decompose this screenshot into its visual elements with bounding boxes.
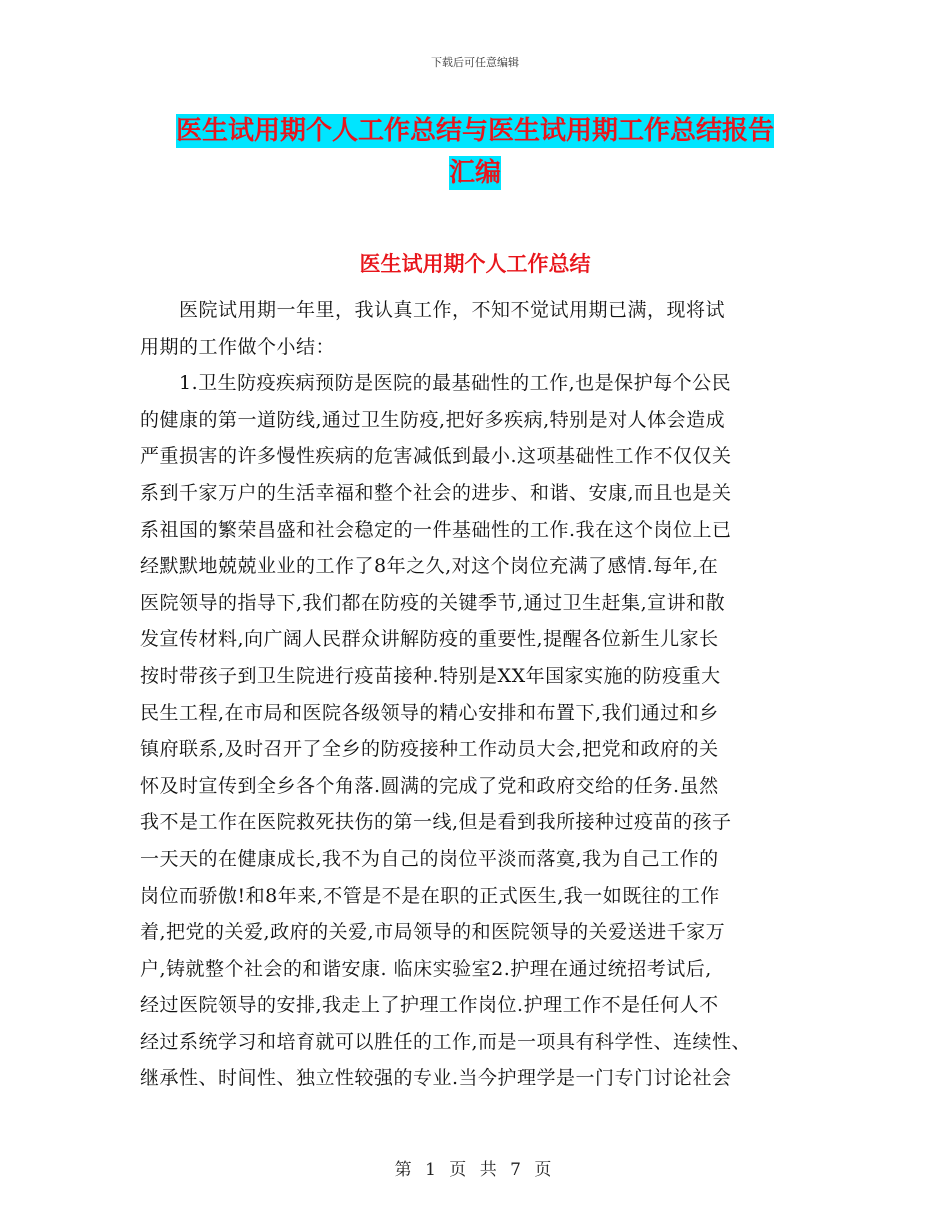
body-line: 医院试用期一年里，我认真工作，不知不觉试用期已满，现将试 bbox=[140, 299, 726, 321]
body-line: 怀及时宣传到全乡各个角落.圆满的完成了党和政府交给的任务.虽然 bbox=[140, 774, 719, 797]
body-line: 经默默地兢兢业业的工作了8年之久,对这个岗位充满了感情.每年,在 bbox=[140, 555, 719, 578]
body-line: 户,铸就整个社会的和谐安康. 临床实验室2.护理在通过统招考试后, bbox=[140, 957, 712, 980]
body-line: 发宣传材料,向广阔人民群众讲解防疫的重要性,提醒各位新生儿家长 bbox=[140, 628, 719, 651]
body-line: 系祖国的繁荣昌盛和社会稳定的一件基础性的工作.我在这个岗位上已 bbox=[140, 518, 732, 541]
body-line: 岗位而骄傲!和8年来,不管是不是在职的正式医生,我一如既往的工作 bbox=[140, 884, 720, 907]
body-line: 经过医院领导的安排,我走上了护理工作岗位.护理工作不是任何人不 bbox=[140, 994, 719, 1017]
body-line: 用期的工作做个小结： bbox=[140, 335, 336, 358]
body-line: 医院领导的指导下,我们都在防疫的关键季节,通过卫生赶集,宣讲和散 bbox=[140, 591, 726, 614]
document-title-line-2: 汇编 bbox=[448, 158, 501, 188]
body-line: 着,把党的关爱,政府的关爱,市局领导的和医院领导的关爱送进千家万 bbox=[140, 921, 726, 944]
document-title bbox=[140, 110, 810, 194]
page-footer: 第 1 页 共 7 页 bbox=[394, 1160, 556, 1180]
section-title: 医生试用期个人工作总结 bbox=[359, 252, 591, 276]
body-line: 经过系统学习和培育就可以胜任的工作,而是一项具有科学性、连续性、 bbox=[140, 1030, 752, 1053]
body-text bbox=[140, 292, 820, 1097]
body-line: 一天天的在健康成长,我不为自己的岗位平淡而落寞,我为自己工作的 bbox=[140, 847, 719, 870]
body-line: 我不是工作在医院救死扶伤的第一线,但是看到我所接种过疫苗的孩子 bbox=[140, 811, 732, 834]
body-line: 民生工程,在市局和医院各级领导的精心安排和布置下,我们通过和乡 bbox=[140, 701, 719, 724]
body-line: 继承性、时间性、独立性较强的专业.当今护理学是一门专门讨论社会 bbox=[140, 1067, 732, 1090]
body-line: 严重损害的许多慢性疾病的危害减低到最小.这项基础性工作不仅仅关 bbox=[140, 445, 732, 468]
body-line: 的健康的第一道防线,通过卫生防疫,把好多疾病,特别是对人体会造成 bbox=[140, 408, 726, 431]
body-line: 镇府联系,及时召开了全乡的防疫接种工作动员大会,把党和政府的关 bbox=[140, 738, 719, 761]
document-title-line-1: 医生试用期个人工作总结与医生试用期工作总结报告 bbox=[175, 116, 774, 146]
header-note: 下载后可任意编辑 bbox=[431, 56, 519, 69]
body-line: 按时带孩子到卫生院进行疫苗接种.特别是XX年国家实施的防疫重大 bbox=[140, 664, 721, 687]
body-line: 系到千家万户的生活幸福和整个社会的进步、和谐、安康,而且也是关 bbox=[140, 481, 732, 504]
body-line: 1.卫生防疫疾病预防是医院的最基础性的工作,也是保护每个公民 bbox=[140, 372, 732, 395]
